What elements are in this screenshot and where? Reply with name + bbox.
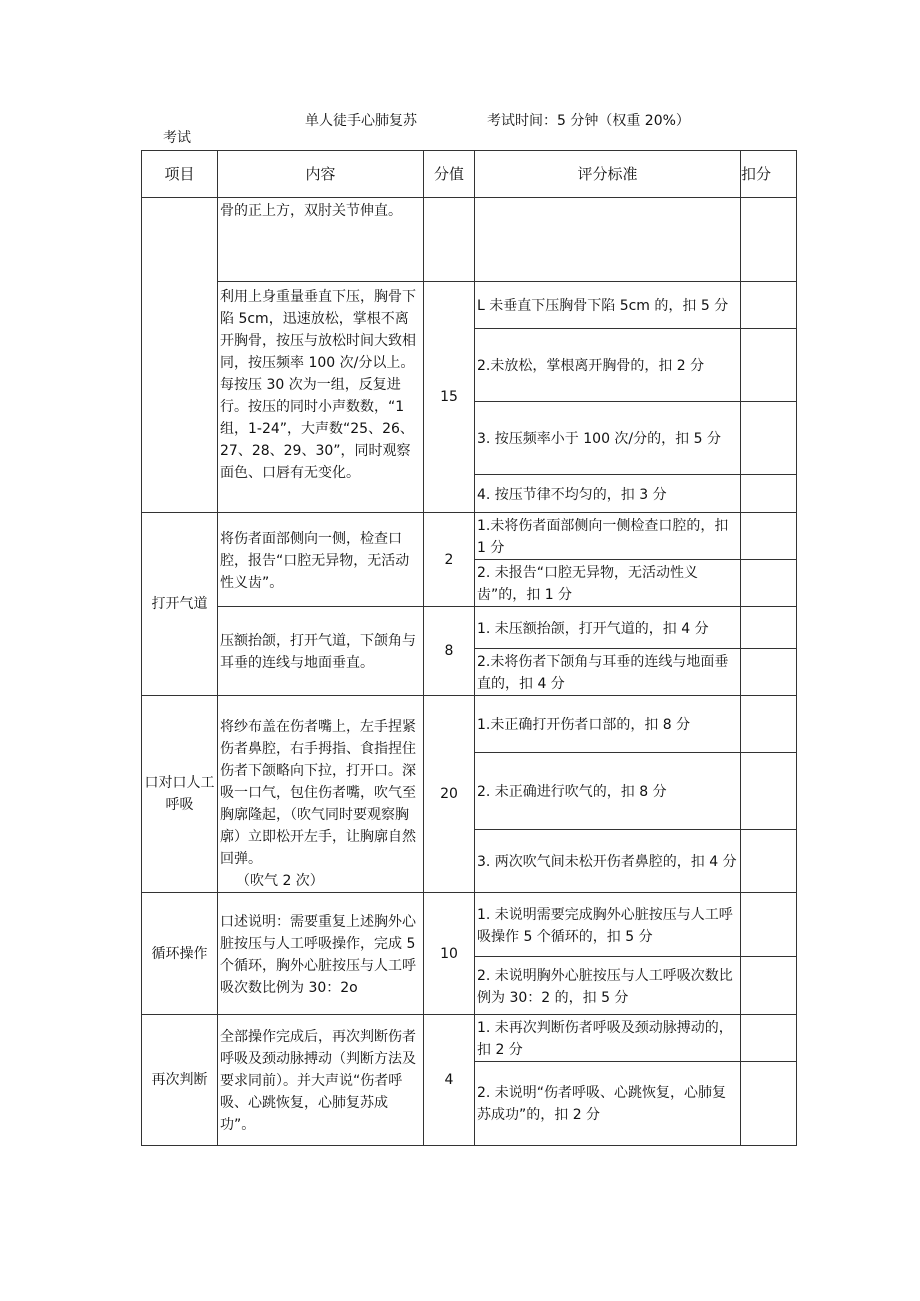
deduction-cell (741, 649, 797, 696)
table-header-row (142, 151, 797, 198)
item-cell (142, 198, 218, 513)
content-cell: 骨的正上方，双肘关节伸直。 (218, 198, 424, 282)
document-title: 单人徒手心肺复苏 (305, 113, 417, 129)
column-header: 分值 (424, 151, 475, 198)
score-cell: 20 (424, 696, 475, 893)
criteria-cell: 1.未将伤者面部侧向一侧检查口腔的，扣 1 分 (475, 513, 741, 560)
column-header: 项目 (142, 151, 218, 198)
criteria-cell (475, 198, 741, 282)
score-cell: 2 (424, 513, 475, 607)
criteria-cell: 2. 未说明“伤者呼吸、心跳恢复，心肺复苏成功”的，扣 2 分 (475, 1062, 741, 1146)
criteria-cell: 1. 未说明需要完成胸外心脏按压与人工呼吸操作 5 个循环的，扣 5 分 (475, 893, 741, 957)
criteria-cell: L 未垂直下压胸骨下陷 5cm 的，扣 5 分 (475, 282, 741, 329)
deduction-cell (741, 513, 797, 560)
deduction-cell (741, 1015, 797, 1062)
table-row (142, 198, 797, 282)
deduction-cell (741, 752, 797, 829)
content-cell: 口述说明：需要重复上述胸外心脏按压与人工呼吸操作，完成 5 个循环，胸外心脏按压与人工呼吸次数比例为 30：2o (218, 893, 424, 1015)
deduction-cell (741, 475, 797, 513)
table-row (142, 893, 797, 957)
criteria-cell: 2.未放松，掌根离开胸骨的，扣 2 分 (475, 329, 741, 402)
content-text: 将纱布盖在伤者嘴上，左手捏紧伤者鼻腔，右手拇指、食指捏住伤者下颌略向下拉，打开口。深吸一口气，包住伤者嘴，吹气至胸廓隆起，（吹气同时要观察胸廓）立即松开左手，让胸廓自然回弹。 (220, 719, 416, 867)
content-cell: 压额抬颌，打开气道，下颌角与耳垂的连线与地面垂直。 (218, 607, 424, 696)
criteria-cell: 2. 未说明胸外心脏按压与人工呼吸次数比例为 30：2 的，扣 5 分 (475, 957, 741, 1015)
criteria-cell: 3. 两次吹气间未松开伤者鼻腔的，扣 4 分 (475, 830, 741, 893)
table-row (142, 1015, 797, 1062)
score-cell: 15 (424, 282, 475, 513)
deduction-cell (741, 282, 797, 329)
deduction-cell (741, 957, 797, 1015)
criteria-cell: 2.未将伤者下颌角与耳垂的连线与地面垂直的，扣 4 分 (475, 649, 741, 696)
criteria-cell: 3. 按压频率小于 100 次/分的，扣 5 分 (475, 402, 741, 475)
score-cell: 8 (424, 607, 475, 696)
item-cell: 口对口人工呼吸 (142, 696, 218, 893)
deduction-cell (741, 198, 797, 282)
exam-label: 考试 (163, 130, 191, 146)
column-header: 扣分 (741, 151, 797, 198)
score-cell: 4 (424, 1015, 475, 1146)
item-cell: 打开气道 (142, 513, 218, 696)
criteria-cell: 2. 未正确进行吹气的，扣 8 分 (475, 752, 741, 829)
deduction-cell (741, 560, 797, 607)
deduction-cell (741, 402, 797, 475)
content-cell (218, 696, 424, 893)
deduction-cell (741, 830, 797, 893)
content-cell: 利用上身重量垂直下压，胸骨下陷 5cm，迅速放松，掌根不离开胸骨，按压与放松时间大致相同，按压频率 100 次/分以上。每按压 30 次为一组，反复进行。按压的同时小声数数，“1 组，1-24”，大声数“25、26、27、28、29、30”，同时观察面色、口唇有无变化。 (218, 282, 424, 513)
table-row (142, 513, 797, 560)
score-cell (424, 198, 475, 282)
criteria-cell: 1.未正确打开伤者口部的，扣 8 分 (475, 696, 741, 753)
table-row (142, 607, 797, 649)
criteria-cell: 1. 未压额抬颌，打开气道的，扣 4 分 (475, 607, 741, 649)
deduction-cell (741, 607, 797, 649)
content-cell: 将伤者面部侧向一侧，检查口腔，报告“口腔无异物，无活动性义齿”。 (218, 513, 424, 607)
deduction-cell (741, 893, 797, 957)
exam-time: 考试时间：5 分钟（权重 20%） (487, 113, 690, 129)
content-cell: 全部操作完成后，再次判断伤者呼吸及颈动脉搏动（判断方法及要求同前）。并大声说“伤者呼吸、心跳恢复，心肺复苏成功”。 (218, 1015, 424, 1146)
deduction-cell (741, 329, 797, 402)
score-cell: 10 (424, 893, 475, 1015)
table-row (142, 282, 797, 329)
criteria-cell: 1. 未再次判断伤者呼吸及颈动脉搏动的，扣 2 分 (475, 1015, 741, 1062)
deduction-cell (741, 1062, 797, 1146)
scoring-table (141, 150, 797, 1146)
table-row (142, 696, 797, 753)
column-header: 内容 (218, 151, 424, 198)
column-header: 评分标准 (475, 151, 741, 198)
criteria-cell: 2. 未报告“口腔无异物，无活动性义齿”的，扣 1 分 (475, 560, 741, 607)
item-cell: 循环操作 (142, 893, 218, 1015)
item-cell: 再次判断 (142, 1015, 218, 1146)
criteria-cell: 4. 按压节律不均匀的，扣 3 分 (475, 475, 741, 513)
deduction-cell (741, 696, 797, 753)
content-extra: （吹气 2 次） (236, 873, 324, 889)
